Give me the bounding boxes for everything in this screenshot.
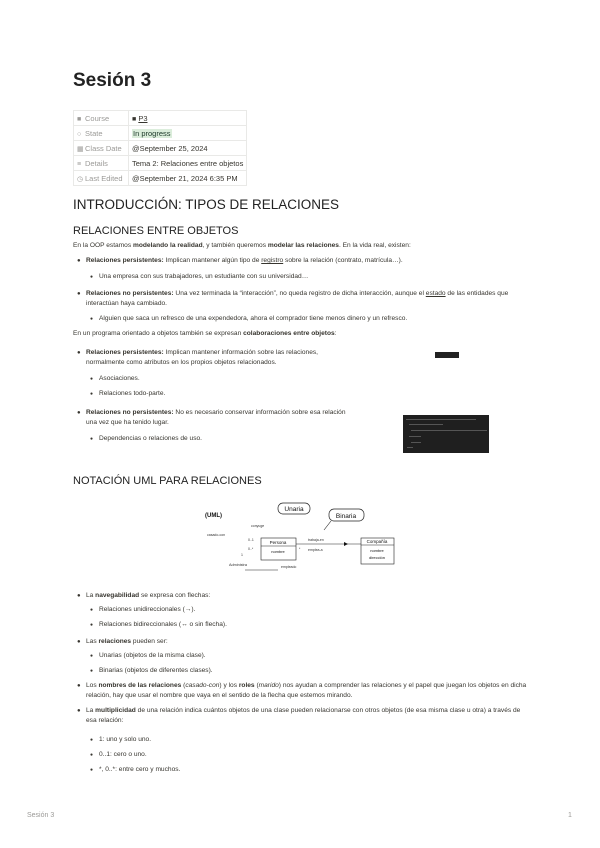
bullet-icon: ● — [90, 274, 94, 280]
section-heading: INTRODUCCIÓN: TIPOS DE RELACIONES — [73, 197, 340, 212]
bullet-icon: ● — [77, 258, 81, 264]
list-item: Unarias (objetos de la misma clase). — [99, 652, 206, 659]
page-title: Sesión 3 — [73, 70, 152, 91]
paragraph: En un programa orientado a objetos también se expresan colaboraciones entre objetos: — [73, 330, 337, 337]
bullet-icon: ● — [77, 350, 81, 356]
uml-diagram — [201, 500, 398, 577]
uml-tag: (UML) — [205, 513, 222, 519]
details-icon: ≡ — [77, 160, 82, 168]
property-row[interactable]: ≡ Details Tema 2: Relaciones entre objetos — [74, 156, 247, 171]
bullet-icon: ● — [90, 653, 94, 659]
book-icon: ■ — [132, 115, 137, 123]
assoc-label: Administra — [229, 563, 247, 567]
book-icon: ■ — [77, 115, 82, 123]
calendar-icon: ▦ — [77, 145, 84, 153]
bullet-icon: ● — [90, 391, 94, 397]
mult-label: * — [299, 547, 301, 551]
status-icon: ○ — [77, 130, 82, 138]
list-item: Relaciones unidireccionales (→). — [99, 606, 196, 613]
last-edited-value: @September 21, 2024 6:35 PM — [129, 171, 247, 186]
class-attr: nombre — [370, 548, 384, 553]
bullet-icon: ● — [90, 607, 94, 613]
bullet-icon: ● — [90, 767, 94, 773]
list-item: *, 0..*: entre cero y muchos. — [99, 766, 181, 773]
section-heading: NOTACIÓN UML PARA RELACIONES — [73, 475, 262, 487]
role-label: conyuge — [251, 524, 265, 528]
class-name: Persona — [269, 540, 287, 545]
status-badge: In progress — [133, 128, 171, 138]
course-link[interactable]: P3 — [138, 113, 148, 123]
class-name: Compañía — [366, 539, 388, 544]
list-item: Alguien que saca un refresco de una expendedora, ahora el comprador tiene menos dinero y un refresco. — [99, 315, 408, 322]
code-screenshot — [403, 415, 489, 453]
bullet-icon: ● — [77, 639, 81, 645]
list-item: Relaciones no persistentes: Una vez terminada la “interacción”, no queda registro de dicha interacción, aunque el estado de las entidades que interactúan haya cambiado. — [86, 290, 509, 307]
bullet-icon: ● — [90, 668, 94, 674]
details-value: Tema 2: Relaciones entre objetos — [129, 156, 247, 171]
callout-unaria: Unaria — [284, 506, 304, 513]
class-attr: nombre — [271, 549, 285, 554]
class-attr: dirección — [368, 555, 386, 560]
list-item: Relaciones bidireccionales (↔ o sin flecha). — [99, 621, 227, 628]
role-label: empleado — [281, 565, 297, 569]
property-row[interactable]: ■ Course ■ P3 — [74, 111, 247, 126]
bullet-icon: ● — [90, 622, 94, 628]
property-row[interactable]: ○ State In progress — [74, 126, 247, 141]
role-label: trabaja-en — [308, 538, 324, 542]
subsection-heading: RELACIONES ENTRE OBJETOS — [73, 225, 239, 237]
mult-label: 1 — [241, 553, 243, 557]
bullet-icon: ● — [90, 436, 94, 442]
class-date-value: @September 25, 2024 — [129, 141, 247, 156]
bullet-icon: ● — [77, 683, 81, 689]
list-item: Relaciones todo-parte. — [99, 390, 166, 397]
page-number: 1 — [568, 812, 572, 819]
bullet-icon: ● — [77, 593, 81, 599]
list-item: La navegabilidad se expresa con flechas: — [86, 592, 211, 599]
list-item: Dependencias o relaciones de uso. — [99, 435, 203, 442]
list-item: Las relaciones pueden ser: — [86, 638, 168, 645]
mult-label: 0..1 — [248, 538, 254, 542]
mult-label: 0..* — [248, 547, 254, 551]
list-item: Binarias (objetos de diferentes clases). — [99, 667, 213, 674]
bullet-icon: ● — [90, 376, 94, 382]
paragraph: En la OOP estamos modelando la realidad, y también queremos modelar las relaciones. En la vida real, existen: — [73, 242, 411, 249]
role-label: casado-con — [207, 533, 226, 537]
list-item: 0..1: cero o uno. — [99, 751, 147, 758]
list-item: 1: uno y solo uno. — [99, 736, 152, 743]
property-row[interactable]: ◷ Last Edited @September 21, 2024 6:35 PM — [74, 171, 247, 186]
bullet-icon: ● — [90, 737, 94, 743]
properties-table — [73, 110, 247, 186]
list-item: Una empresa con sus trabajadores, un estudiante con su universidad… — [99, 273, 309, 280]
list-item: Relaciones persistentes: Implican mantener información sobre las relaciones, normalmente como atributos en los propios objetos relacionados. — [86, 349, 318, 366]
callout-binaria: Binaria — [335, 513, 357, 520]
footer-title: Sesión 3 — [27, 812, 55, 819]
list-item: Asociaciones. — [99, 375, 140, 382]
role-label: emplea-a — [308, 548, 323, 552]
property-row[interactable]: ▦Class Date @September 25, 2024 — [74, 141, 247, 156]
code-thumbnail — [435, 352, 459, 358]
bullet-icon: ● — [77, 410, 81, 416]
list-item: La multiplicidad de una relación indica cuántos objetos de una clase pueden relacionarse con otros objetos (de esa misma clase u otra) a través de esa relación: — [86, 707, 521, 724]
clock-icon: ◷ — [77, 175, 84, 183]
list-item: Los nombres de las relaciones (casado-con) y los roles (marido) nos ayudan a comprender las relaciones y el papel que juegan los objetos en dicha relación, hay que usar el nombre que vaya en el sentido de la flecha que estemos mirando. — [86, 682, 527, 699]
bullet-icon: ● — [90, 752, 94, 758]
list-item: Relaciones persistentes: Implican mantener algún tipo de registro sobre la relación (contrato, matrícula…). — [86, 257, 403, 264]
bullet-icon: ● — [77, 291, 81, 297]
bullet-icon: ● — [77, 708, 81, 714]
list-item: Relaciones no persistentes: No es necesario conservar información sobre esa relación una vez que ha tenido lugar. — [86, 409, 346, 426]
bullet-icon: ● — [90, 316, 94, 322]
